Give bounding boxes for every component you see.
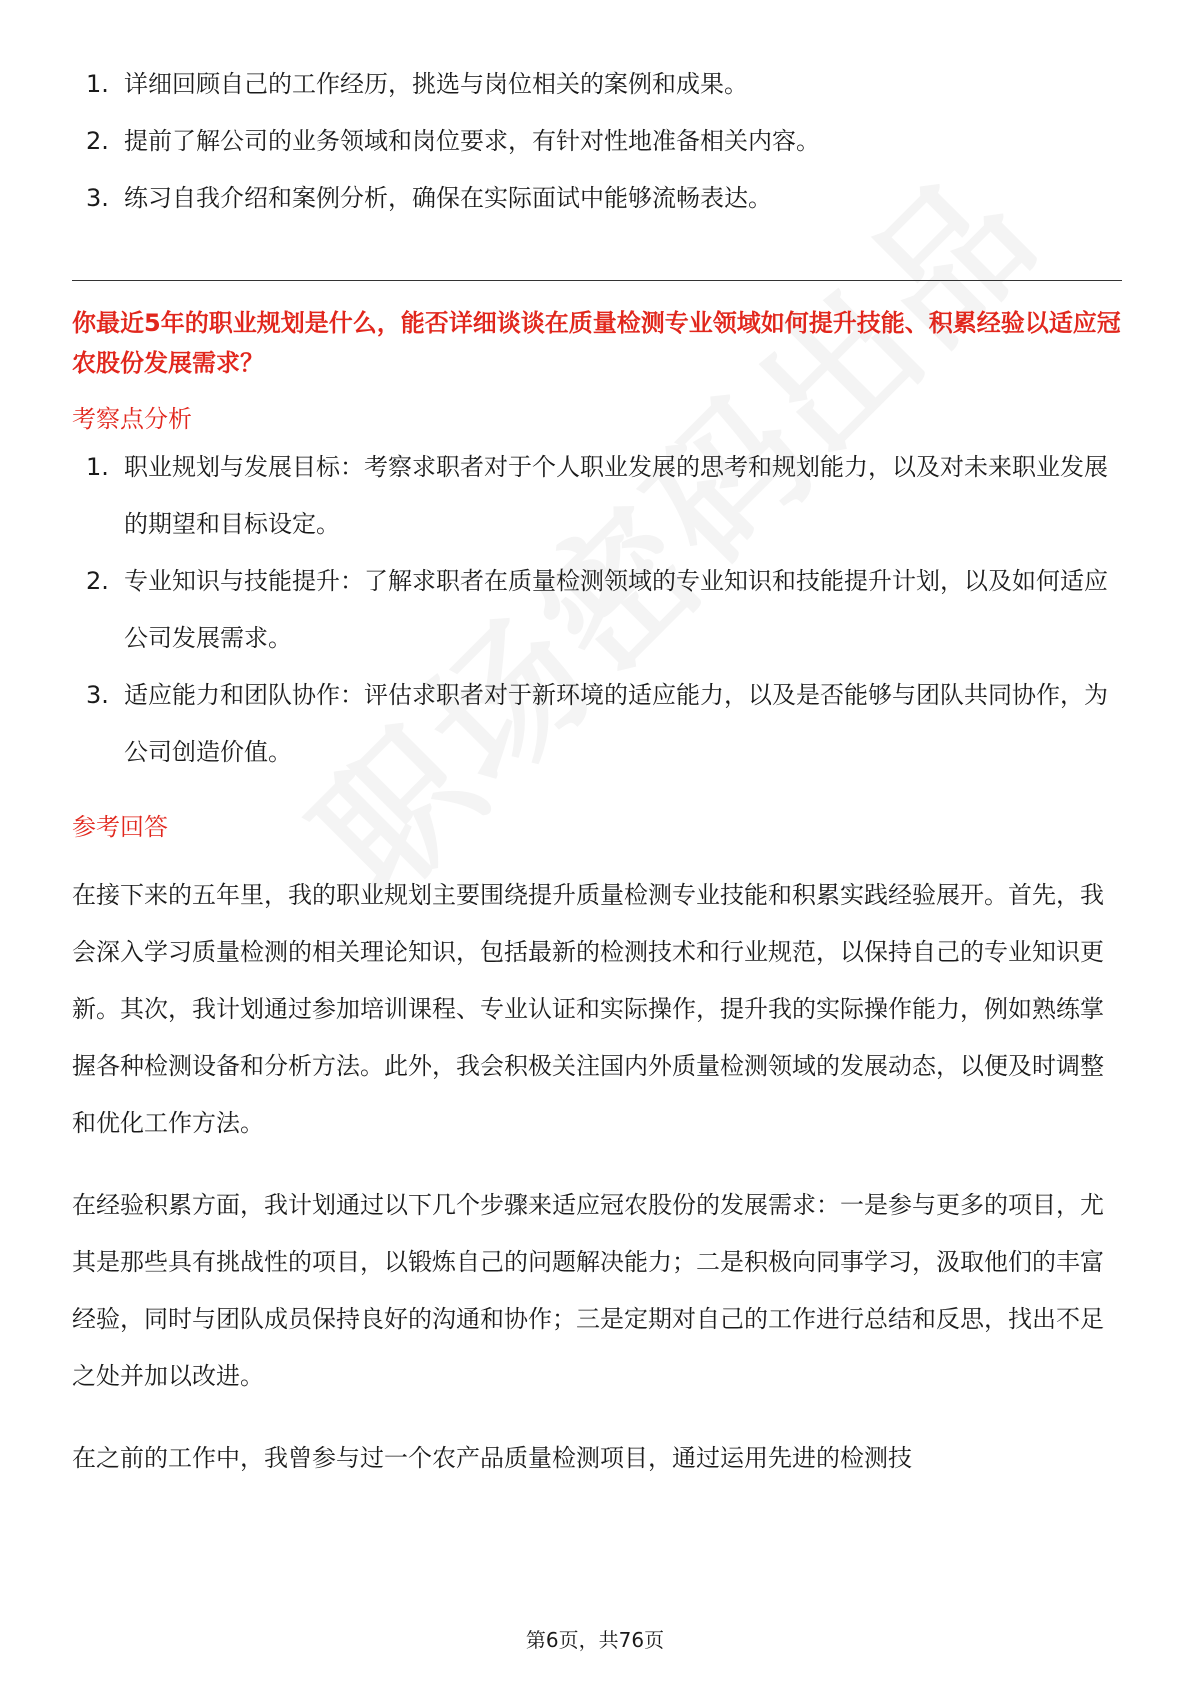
question-heading: 你最近5年的职业规划是什么，能否详细谈谈在质量检测专业领域如何提升技能、积累经验以适应冠农股份发展需求？ (72, 309, 1121, 377)
list-item (72, 667, 1122, 781)
list-item (72, 56, 1122, 113)
list-item-text: 职业规划与发展目标：考察求职者对于个人职业发展的思考和规划能力，以及对未来职业发展的期望和目标设定。 (124, 453, 1108, 538)
list-item-number: 2. (86, 567, 109, 595)
list-item-number: 1. (86, 453, 109, 481)
list-item-number: 3. (86, 681, 109, 709)
answer-heading: 参考回答 (72, 813, 168, 841)
list-item (72, 553, 1122, 667)
list-item-text: 练习自我介绍和案例分析，确保在实际面试中能够流畅表达。 (124, 184, 772, 212)
list-item-text: 详细回顾自己的工作经历，挑选与岗位相关的案例和成果。 (124, 70, 748, 98)
list-item (72, 113, 1122, 170)
list-item-text: 适应能力和团队协作：评估求职者对于新环境的适应能力，以及是否能够与团队共同协作，为公司创造价值。 (124, 681, 1108, 766)
list-item-number: 1. (86, 70, 109, 98)
list-item (72, 439, 1122, 553)
list-item-text: 提前了解公司的业务领域和岗位要求，有针对性地准备相关内容。 (124, 127, 820, 155)
prep-list (72, 56, 1122, 227)
list-item-number: 3. (86, 184, 109, 212)
section-divider (72, 280, 1122, 281)
answer-paragraph: 在之前的工作中，我曾参与过一个农产品质量检测项目，通过运用先进的检测技 (72, 1444, 912, 1472)
list-item-number: 2. (86, 127, 109, 155)
answer-paragraph: 在接下来的五年里，我的职业规划主要围绕提升质量检测专业技能和积累实践经验展开。首先，我会深入学习质量检测的相关理论知识，包括最新的检测技术和行业规范，以保持自己的专业知识更新。其次，我计划通过参加培训课程、专业认证和实际操作，提升我的实际操作能力，例如熟练掌握各种检测设备和分析方法。此外，我会积极关注国内外质量检测领域的发展动态，以便及时调整和优化工作方法。 (72, 881, 1104, 1137)
answer-paragraph: 在经验积累方面，我计划通过以下几个步骤来适应冠农股份的发展需求：一是参与更多的项目，尤其是那些具有挑战性的项目，以锻炼自己的问题解决能力；二是积极向同事学习，汲取他们的丰富经验，同时与团队成员保持良好的沟通和协作；三是定期对自己的工作进行总结和反思，找出不足之处并加以改进。 (72, 1191, 1104, 1390)
list-item (72, 170, 1122, 227)
page-content (72, 56, 1122, 1487)
analysis-list (72, 439, 1122, 781)
list-item-text: 专业知识与技能提升：了解求职者在质量检测领域的专业知识和技能提升计划，以及如何适应公司发展需求。 (124, 567, 1108, 652)
analysis-heading: 考察点分析 (72, 405, 192, 433)
page-footer: 第6页，共76页 (525, 1628, 665, 1652)
